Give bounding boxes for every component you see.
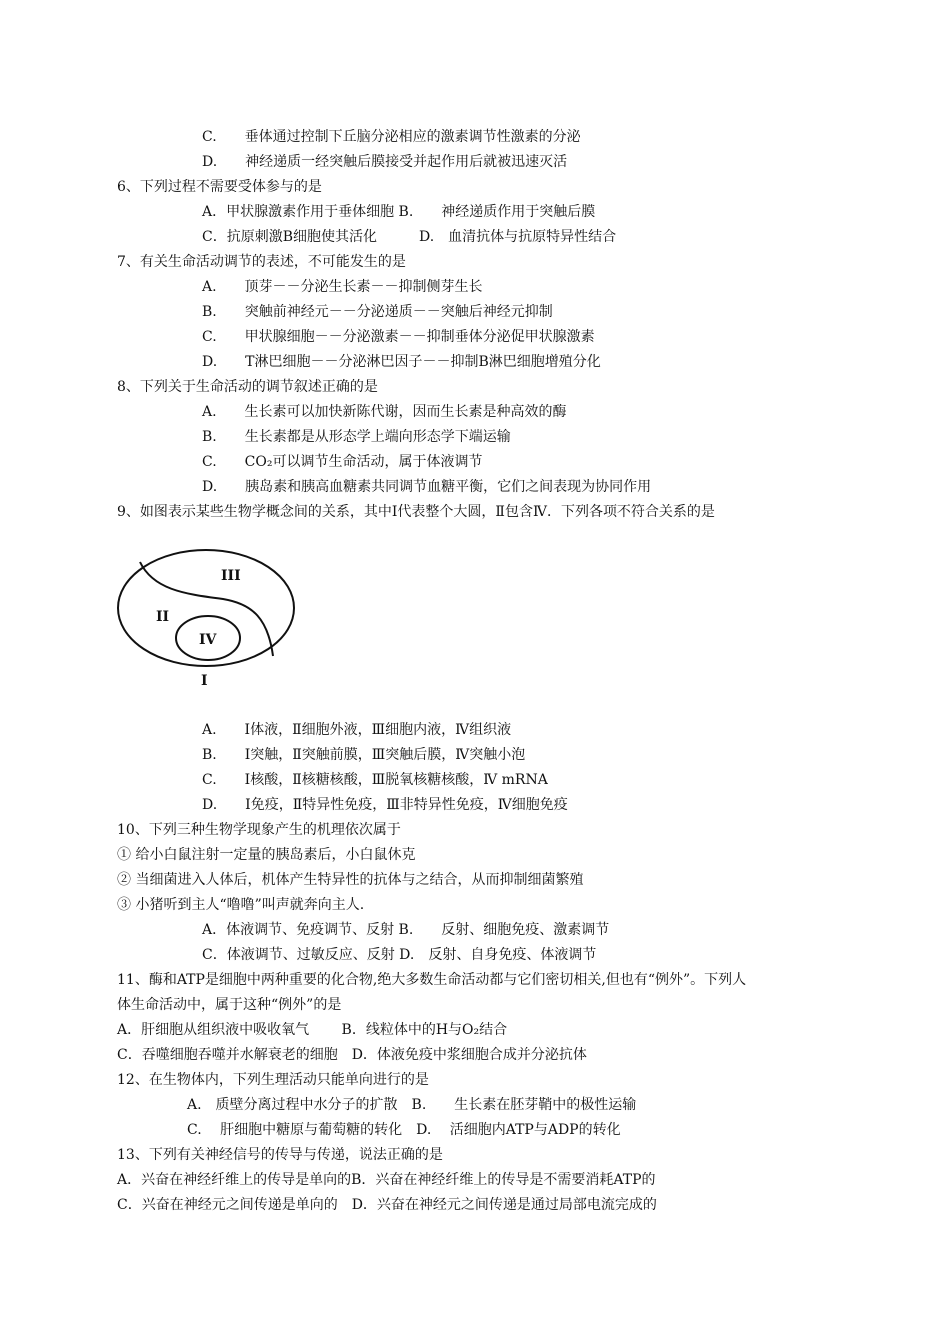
question-6: 6、下列过程不需要受体参与的是 (117, 179, 322, 195)
q9-option-b: B. Ⅰ突触，Ⅱ突触前膜，Ⅲ突触后膜，Ⅳ突触小泡 (202, 747, 526, 763)
q7-option-b: B. 突触前神经元－－分泌递质－－突触后神经元抑制 (202, 304, 553, 320)
circle-I (118, 550, 294, 666)
q12-options-ab: A. 质壁分离过程中水分子的扩散 B. 生长素在胚芽鞘中的极性运输 (187, 1097, 637, 1113)
q5-option-d: D. 神经递质一经突触后膜接受并起作用后就被迅速灭活 (202, 154, 568, 170)
question-13: 13、下列有关神经信号的传导与传递，说法正确的是 (117, 1147, 443, 1163)
venn-diagram-svg (113, 544, 299, 692)
label-IV: IV (199, 632, 217, 648)
q7-option-a: A. 顶芽－－分泌生长素－－抑制侧芽生长 (202, 279, 483, 295)
q6-options-ab: A．甲状腺激素作用于垂体细胞 B. 神经递质作用于突触后膜 (202, 204, 596, 220)
q11-options-ab: A．肝细胞从组织液中吸收氧气 B．线粒体中的H与O₂结合 (117, 1022, 508, 1038)
q9-option-a: A. Ⅰ体液，Ⅱ细胞外液，Ⅲ细胞内液，Ⅳ组织液 (202, 722, 512, 738)
q8-option-c: C. CO₂可以调节生命活动，属于体液调节 (202, 454, 483, 470)
label-I: I (201, 673, 208, 689)
question-10: 10、下列三种生物学现象产生的机理依次属于 (117, 822, 401, 838)
q9-option-c: C. Ⅰ核酸，Ⅱ核糖核酸，Ⅲ脱氧核糖核酸，Ⅳ mRNA (202, 772, 548, 788)
question-12: 12、在生物体内，下列生理活动只能单向进行的是 (117, 1072, 429, 1088)
q10-item-3: ③ 小猪听到主人“噜噜”叫声就奔向主人. (117, 897, 365, 913)
q9-option-d: D. Ⅰ免疫，Ⅱ特异性免疫，Ⅲ非特异性免疫，Ⅳ细胞免疫 (202, 797, 568, 813)
label-III: III (221, 568, 241, 584)
q6-options-cd: C．抗原刺激B细胞使其活化 D. 血清抗体与抗原特异性结合 (202, 229, 617, 245)
q7-option-c: C. 甲状腺细胞－－分泌激素－－抑制垂体分泌促甲状腺激素 (202, 329, 595, 345)
label-II: II (156, 609, 170, 625)
q11-options-cd: C．吞噬细胞吞噬并水解衰老的细胞 D．体液免疫中浆细胞合成并分泌抗体 (117, 1047, 587, 1063)
question-11: 11、酶和ATP是细胞中两种重要的化合物,绝大多数生命活动都与它们密切相关,但也有“例外”。下列人 (117, 972, 747, 988)
q13-options-ab: A．兴奋在神经纤维上的传导是单向的B．兴奋在神经纤维上的传导是不需要消耗ATP的 (117, 1172, 656, 1188)
q10-item-2: ② 当细菌进入人体后，机体产生特异性的抗体与之结合，从而抑制细菌繁殖 (117, 872, 584, 888)
q8-option-a: A. 生长素可以加快新陈代谢，因而生长素是种高效的酶 (202, 404, 567, 420)
q8-option-b: B. 生长素都是从形态学上端向形态学下端运输 (202, 429, 511, 445)
question-8: 8、下列关于生命活动的调节叙述正确的是 (117, 379, 378, 395)
question-11-cont: 体生命活动中，属于这种“例外”的是 (117, 997, 342, 1013)
q5-option-c: C. 垂体通过控制下丘脑分泌相应的激素调节性激素的分泌 (202, 129, 581, 145)
q7-option-d: D. T淋巴细胞－－分泌淋巴因子－－抑制B淋巴细胞增殖分化 (202, 354, 601, 370)
q13-options-cd: C．兴奋在神经元之间传递是单向的 D．兴奋在神经元之间传递是通过局部电流完成的 (117, 1197, 657, 1213)
question-7: 7、有关生命活动调节的表述，不可能发生的是 (117, 254, 406, 270)
question-9: 9、如图表示某些生物学概念间的关系，其中Ⅰ代表整个大圆，Ⅱ包含Ⅳ．下列各项不符合关系的是 (117, 504, 715, 520)
q10-options-ab: A．体液调节、免疫调节、反射 B. 反射、细胞免疫、激素调节 (202, 922, 610, 938)
concept-relationship-diagram (113, 544, 299, 692)
q12-options-cd: C. 肝细胞中糖原与葡萄糖的转化 D. 活细胞内ATP与ADP的转化 (187, 1122, 621, 1138)
q10-options-cd: C．体液调节、过敏反应、反射 D. 反射、自身免疫、体液调节 (202, 947, 597, 963)
q8-option-d: D. 胰岛素和胰高血糖素共同调节血糖平衡，它们之间表现为协同作用 (202, 479, 652, 495)
q10-item-1: ① 给小白鼠注射一定量的胰岛素后，小白鼠休克 (117, 847, 416, 863)
